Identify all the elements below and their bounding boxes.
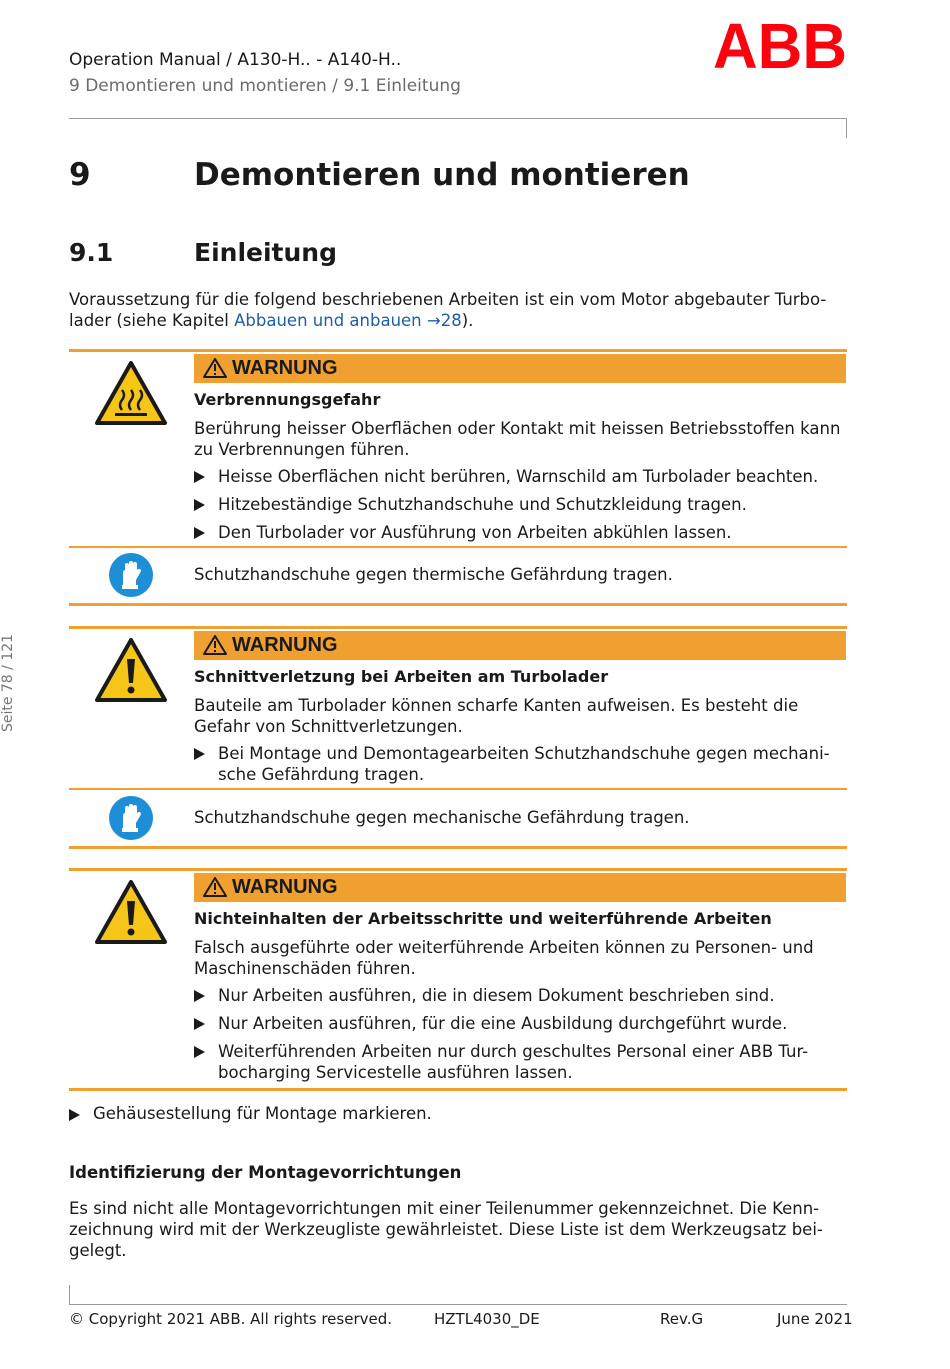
chapter-number: 9	[69, 157, 91, 193]
svg-text:ABB: ABB	[713, 18, 847, 72]
warning-bullet: Nur Arbeiten ausführen, die in diesem Dokument beschrieben sind.	[194, 985, 846, 1006]
warning-bullet: Den Turbolader vor Ausführung von Arbeiten abkühlen lassen.	[194, 522, 846, 543]
warning-bottom-rule	[69, 846, 847, 849]
hot-surface-icon	[94, 360, 168, 426]
section-number: 9.1	[69, 238, 114, 267]
footer-doc-id: HZTL4030_DE	[434, 1310, 540, 1328]
abb-logo	[712, 18, 848, 72]
warning-bottom-rule	[69, 1088, 847, 1091]
warning-bullet: Nur Arbeiten ausführen, für die eine Ausbildung durchgeführt wurde.	[194, 1013, 846, 1034]
warning-top-rule	[69, 349, 847, 352]
footer-rule	[69, 1304, 847, 1305]
general-warning-icon	[94, 637, 168, 703]
intro-paragraph: Voraussetzung für die folgend beschriebenen Arbeiten ist ein vom Motor abgebauter Turbo-lader (siehe Kapitel Abbauen und anbauen →28).	[69, 290, 827, 330]
warning-divider	[69, 788, 847, 790]
warning-bullet: Weiterführenden Arbeiten nur durch geschultes Personal einer ABB Tur-bocharging Servicestelle ausführen lassen.	[194, 1041, 846, 1083]
warning-banner: WARNUNG	[194, 354, 846, 383]
header-tick	[846, 118, 847, 138]
document-title: Operation Manual / A130-H.. - A140-H..	[69, 50, 402, 70]
action-step: Gehäusestellung für Montage markieren.	[69, 1104, 432, 1123]
warning-title: Verbrennungsgefahr	[194, 390, 381, 409]
warning-bullet: Bei Montage und Demontagearbeiten Schutzhandschuhe gegen mechani-sche Gefährdung tragen.	[194, 743, 846, 785]
warning-bullet: Heisse Oberflächen nicht berühren, Warnschild am Turbolader beachten.	[194, 466, 846, 487]
warning-title: Schnittverletzung bei Arbeiten am Turbolader	[194, 667, 609, 686]
warning-banner: WARNUNG	[194, 631, 846, 660]
chapter-link[interactable]: Abbauen und anbauen →28	[234, 311, 462, 330]
warning-text: Falsch ausgeführte oder weiterführende Arbeiten können zu Personen- und Maschinenschäden führen.	[194, 938, 814, 978]
footer-tick	[69, 1285, 70, 1305]
warning-text: Berührung heisser Oberflächen oder Kontakt mit heissen Betriebsstoffen kann zu Verbrennungen führen.	[194, 419, 841, 459]
warning-triangle-icon	[203, 358, 227, 378]
footer-copyright: © Copyright 2021 ABB. All rights reserved.	[69, 1310, 393, 1328]
warning-triangle-icon	[203, 635, 227, 655]
warning-title: Nichteinhalten der Arbeitsschritte und weiterführende Arbeiten	[194, 909, 772, 928]
subsection-paragraph: Es sind nicht alle Montagevorrichtungen mit einer Teilenummer gekennzeichnet. Die Kenn-zeichnung wird mit der Werkzeugliste gewährleistet. Diese Liste ist dem Werkzeugsatz bei-gelegt.	[69, 1199, 823, 1260]
wear-gloves-icon	[108, 795, 154, 841]
general-warning-icon	[94, 879, 168, 945]
mandatory-text: Schutzhandschuhe gegen thermische Gefährdung tragen.	[194, 565, 673, 584]
warning-bottom-rule	[69, 603, 847, 606]
warning-banner: WARNUNG	[194, 873, 846, 902]
warning-top-rule	[69, 626, 847, 629]
warning-triangle-icon	[203, 877, 227, 897]
warning-top-rule	[69, 868, 847, 871]
warning-divider	[69, 546, 847, 548]
header-rule	[69, 118, 847, 119]
chapter-title: Demontieren und montieren	[194, 157, 690, 193]
mandatory-text: Schutzhandschuhe gegen mechanische Gefährdung tragen.	[194, 808, 690, 827]
footer-revision: Rev.G	[660, 1310, 704, 1328]
section-title: Einleitung	[194, 238, 337, 267]
subsection-title: Identifizierung der Montagevorrichtungen	[69, 1163, 462, 1182]
page-indicator: Seite 78 / 121	[0, 633, 16, 732]
warning-bullet: Hitzebeständige Schutzhandschuhe und Schutzkleidung tragen.	[194, 494, 846, 515]
breadcrumb: 9 Demontieren und montieren / 9.1 Einleitung	[69, 76, 461, 96]
footer-date: June 2021	[777, 1310, 853, 1328]
wear-gloves-icon	[108, 552, 154, 598]
warning-text: Bauteile am Turbolader können scharfe Kanten aufweisen. Es besteht die Gefahr von Schnittverletzungen.	[194, 696, 799, 736]
